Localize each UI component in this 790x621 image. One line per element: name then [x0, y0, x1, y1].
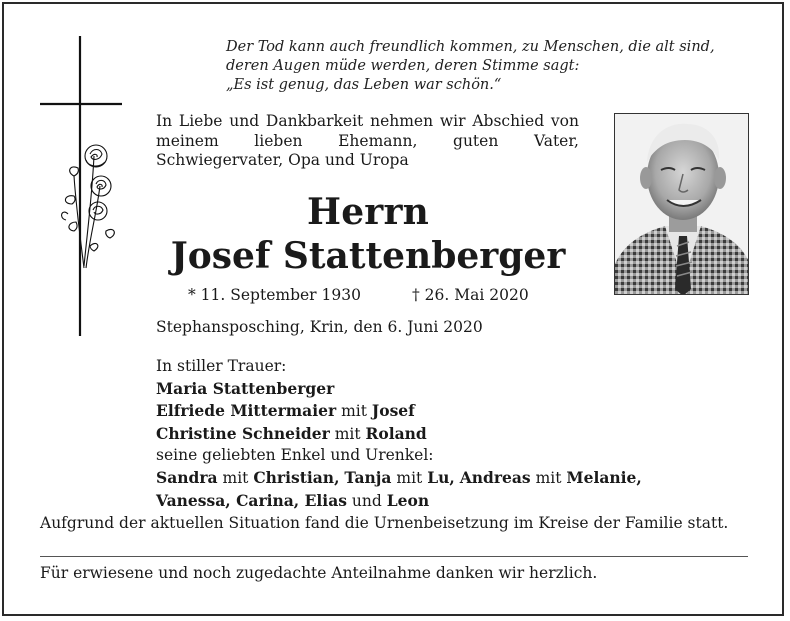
- mourner-line: [156, 378, 642, 401]
- thanks-text: Für erwiesene und noch zugedachte Anteilnahme danken wir herzlich.: [40, 564, 598, 582]
- connector-text: mit: [334, 424, 361, 443]
- connector-text: und: [351, 491, 382, 510]
- mourner-name: Maria Stattenberger: [156, 378, 335, 398]
- portrait-image: [615, 114, 749, 295]
- cross-with-roses-icon: [38, 36, 128, 336]
- death-date: † 26. Mai 2020: [412, 286, 529, 304]
- mourners-list: [156, 356, 642, 512]
- mourner-name: Elfriede Mittermaier: [156, 401, 337, 421]
- connector-text: mit: [396, 468, 423, 487]
- birth-date: * 11. September 1930: [188, 286, 361, 304]
- mourner-name: Lu,: [427, 467, 455, 487]
- quote-line: deren Augen müde werden, deren Stimme sagt:: [226, 58, 580, 74]
- deceased-name: Josef Stattenberger: [170, 235, 566, 277]
- divider: [40, 556, 748, 557]
- mourner-name: Roland: [365, 423, 427, 443]
- mourner-line: [156, 467, 642, 490]
- mourner-name: Vanessa, Carina, Elias: [156, 490, 347, 510]
- connector-text: mit: [535, 468, 562, 487]
- mourner-line: [156, 423, 642, 446]
- quote-line: Der Tod kann auch freundlich kommen, zu Menschen, die alt sind,: [226, 39, 715, 55]
- intro-text: In Liebe und Dankbarkeit nehmen wir Abschied von meinem lieben Ehemann, guten Vater, Schwiegervater, Opa und Uropa: [156, 112, 579, 169]
- connector-text: mit: [341, 402, 367, 421]
- connector-text: mit: [222, 468, 249, 487]
- mourners-heading: In stiller Trauer:: [156, 357, 287, 375]
- quote-line: „Es ist genug, das Leben war schön.“: [226, 77, 502, 93]
- mourner-name: Leon: [386, 490, 430, 510]
- mourner-name: Andreas: [459, 467, 531, 487]
- salutation: Herrn: [306, 191, 430, 233]
- epigraph-quote: [226, 38, 766, 95]
- mourner-line: [156, 490, 642, 513]
- mourner-name: Christine Schneider: [156, 423, 330, 443]
- mourner-name: Tanja: [344, 467, 392, 487]
- mourner-name: Melanie,: [566, 467, 642, 487]
- mourner-line: [156, 400, 642, 423]
- situation-text: Aufgrund der aktuellen Situation fand die Urnenbeisetzung im Kreise der Familie statt.: [40, 514, 729, 532]
- mourner-name: Josef: [371, 401, 415, 421]
- portrait-photo: [614, 113, 749, 295]
- grandchildren-heading: seine geliebten Enkel und Urenkel:: [156, 446, 434, 465]
- mourner-name: Christian,: [253, 467, 340, 487]
- mourner-name: Sandra: [156, 467, 218, 487]
- place-date: Stephansposching, Krin, den 6. Juni 2020: [156, 318, 483, 336]
